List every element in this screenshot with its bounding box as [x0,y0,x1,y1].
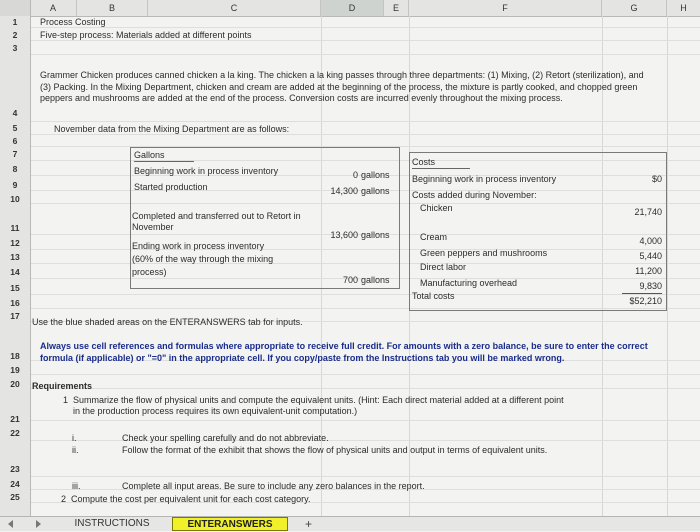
row-number[interactable]: 15 [10,283,20,293]
cost-item-value[interactable]: 4,000 [639,236,662,246]
cost-item-label[interactable]: Cream [420,232,448,242]
row-number[interactable]: 13 [10,252,20,262]
gallons-value-started[interactable]: 14,300 [330,186,358,196]
row-number[interactable]: 14 [10,267,20,277]
costs-beginning-label[interactable]: Beginning work in process inventory [412,174,557,184]
gallons-value-completed[interactable]: 13,600 [330,230,358,240]
sub-item-text[interactable]: Follow the format of the exhibit that shows the flow of physical units and output in terms of equivalent units. [122,445,548,455]
requirement-2-text[interactable]: Compute the cost per equivalent unit for each cost category. [71,494,311,504]
row-number[interactable]: 17 [10,311,20,321]
col-header-g[interactable]: G [602,0,667,16]
sheet-tab-bar [0,516,700,531]
row-number[interactable]: 18 [10,351,20,361]
cost-item-label[interactable]: Chicken [420,203,453,213]
cost-item-label[interactable]: Manufacturing overhead [420,278,518,288]
grid-line [30,54,700,55]
costs-header[interactable]: Costs [412,157,470,169]
november-data-intro[interactable]: November data from the Mixing Department are as follows: [54,124,290,134]
sheet-subtitle[interactable]: Five-step process: Materials added at different points [40,30,252,40]
cost-item-label[interactable]: Green peppers and mushrooms [420,248,548,258]
sub-item-text[interactable]: Check your spelling carefully and do not abbreviate. [122,433,329,443]
sub-item-text[interactable]: Complete all input areas. Be sure to include any zero balances in the report. [122,481,425,491]
row-number[interactable]: 19 [10,365,20,375]
row-number[interactable]: 8 [12,164,18,174]
grid-line [30,121,700,122]
row-number[interactable]: 21 [10,414,20,424]
tab-enteranswers[interactable]: ENTERANSWERS [172,517,288,531]
col-header-h[interactable]: H [667,0,700,16]
grid-line [30,27,700,28]
row-number[interactable]: 2 [12,30,18,40]
grid-line [30,420,700,421]
row-header-bar [0,16,31,516]
col-header-c[interactable]: C [148,0,321,16]
gallons-value-ending[interactable]: 700 [342,275,358,285]
scroll-left-icon[interactable] [8,520,13,528]
grid-line [30,388,700,389]
subtotal-rule [622,293,662,294]
intro-paragraph[interactable]: Grammer Chicken produces canned chicken a la king. The chicken a la king passes through three departments: (1) Mixing, (2) Retort (sterilization), and (3) Packing. In the Mixing Department, chicken and cream are added at the beginning of the process, the mixture is partly cooked, and chopped green peppers and mushrooms are added at the end of the process. Conversion costs are incurred evenly throughout the mixing process. [40,70,644,103]
requirements-heading[interactable]: Requirements [32,381,93,391]
col-header-f[interactable]: F [409,0,602,16]
gallons-header[interactable]: Gallons [134,150,194,162]
row-number[interactable]: 12 [10,238,20,248]
select-all-corner[interactable] [0,0,31,16]
gallons-unit: gallons [361,230,390,240]
gallons-label-ending[interactable]: Ending work in process inventory (60% of the way through the mixing process) [132,241,274,277]
credit-instruction-line2[interactable]: formula (if applicable) or "=0" in the appropriate cell. If you copy/paste from the Instructions tab you will be marked wrong. [40,353,565,363]
row-number[interactable]: 24 [10,479,20,489]
scroll-right-icon[interactable] [36,520,41,528]
col-header-d[interactable]: D [321,0,384,16]
cost-item-value[interactable]: 5,440 [639,251,662,261]
gallons-unit: gallons [361,275,390,285]
grid-line [667,16,668,516]
row-number[interactable]: 6 [12,136,18,146]
requirement-1-number: 1 [63,395,69,405]
sub-item-number: ii. [72,445,79,455]
requirement-1-text[interactable]: Summarize the flow of physical units and compute the equivalent units. (Hint: Each direct material added at a different point in the production process requires its own equivalent-unit computation.) [73,395,564,416]
row-number[interactable]: 9 [12,180,18,190]
add-sheet-icon[interactable]: + [305,517,313,531]
requirement-2-number: 2 [61,494,67,504]
row-number[interactable]: 1 [12,17,18,27]
column-header-bar [0,0,700,17]
costs-beginning-value[interactable]: $0 [651,174,662,184]
row-number[interactable]: 20 [10,379,20,389]
row-number[interactable]: 16 [10,298,20,308]
row-number[interactable]: 10 [10,194,20,204]
row-number[interactable]: 22 [10,428,20,438]
gallons-unit: gallons [361,186,390,196]
grid-line [30,476,700,477]
credit-instruction-line1[interactable]: Always use cell references and formulas where appropriate to receive full credit. For amounts with a zero balance, be sure to enter the correct [40,341,648,351]
cost-item-label[interactable]: Direct labor [420,262,467,272]
row-number[interactable]: 5 [12,123,18,133]
total-costs-value[interactable]: $52,210 [629,296,662,306]
gallons-label-beginning[interactable]: Beginning work in process inventory [134,166,279,176]
col-header-b[interactable]: B [77,0,148,16]
gallons-unit: gallons [361,170,390,180]
input-instruction-note[interactable]: Use the blue shaded areas on the ENTERANSWERS tab for inputs. [32,317,303,327]
gallons-label-completed[interactable]: Completed and transferred out to Retort in November [132,211,301,232]
row-number[interactable]: 4 [12,108,18,118]
costs-added-label[interactable]: Costs added during November: [412,190,537,200]
tab-instructions[interactable]: INSTRUCTIONS [74,518,150,529]
sub-item-number: i. [72,433,77,443]
cost-item-value[interactable]: 21,740 [634,207,662,217]
sheet-title[interactable]: Process Costing [40,17,106,27]
cost-item-value[interactable]: 11,200 [635,266,662,276]
row-number[interactable]: 23 [10,464,20,474]
row-number[interactable]: 7 [12,149,18,159]
col-header-a[interactable]: A [30,0,77,16]
cost-item-value[interactable]: 9,830 [639,281,662,291]
col-header-e[interactable]: E [384,0,409,16]
row-number[interactable]: 11 [10,223,20,233]
gallons-value-beginning[interactable]: 0 [352,170,358,180]
sub-item-number: iii. [72,481,81,491]
grid-line [30,374,700,375]
row-number[interactable]: 3 [12,43,18,53]
total-costs-label[interactable]: Total costs [412,291,455,301]
gallons-label-started[interactable]: Started production [134,182,208,192]
row-number[interactable]: 25 [10,492,20,502]
